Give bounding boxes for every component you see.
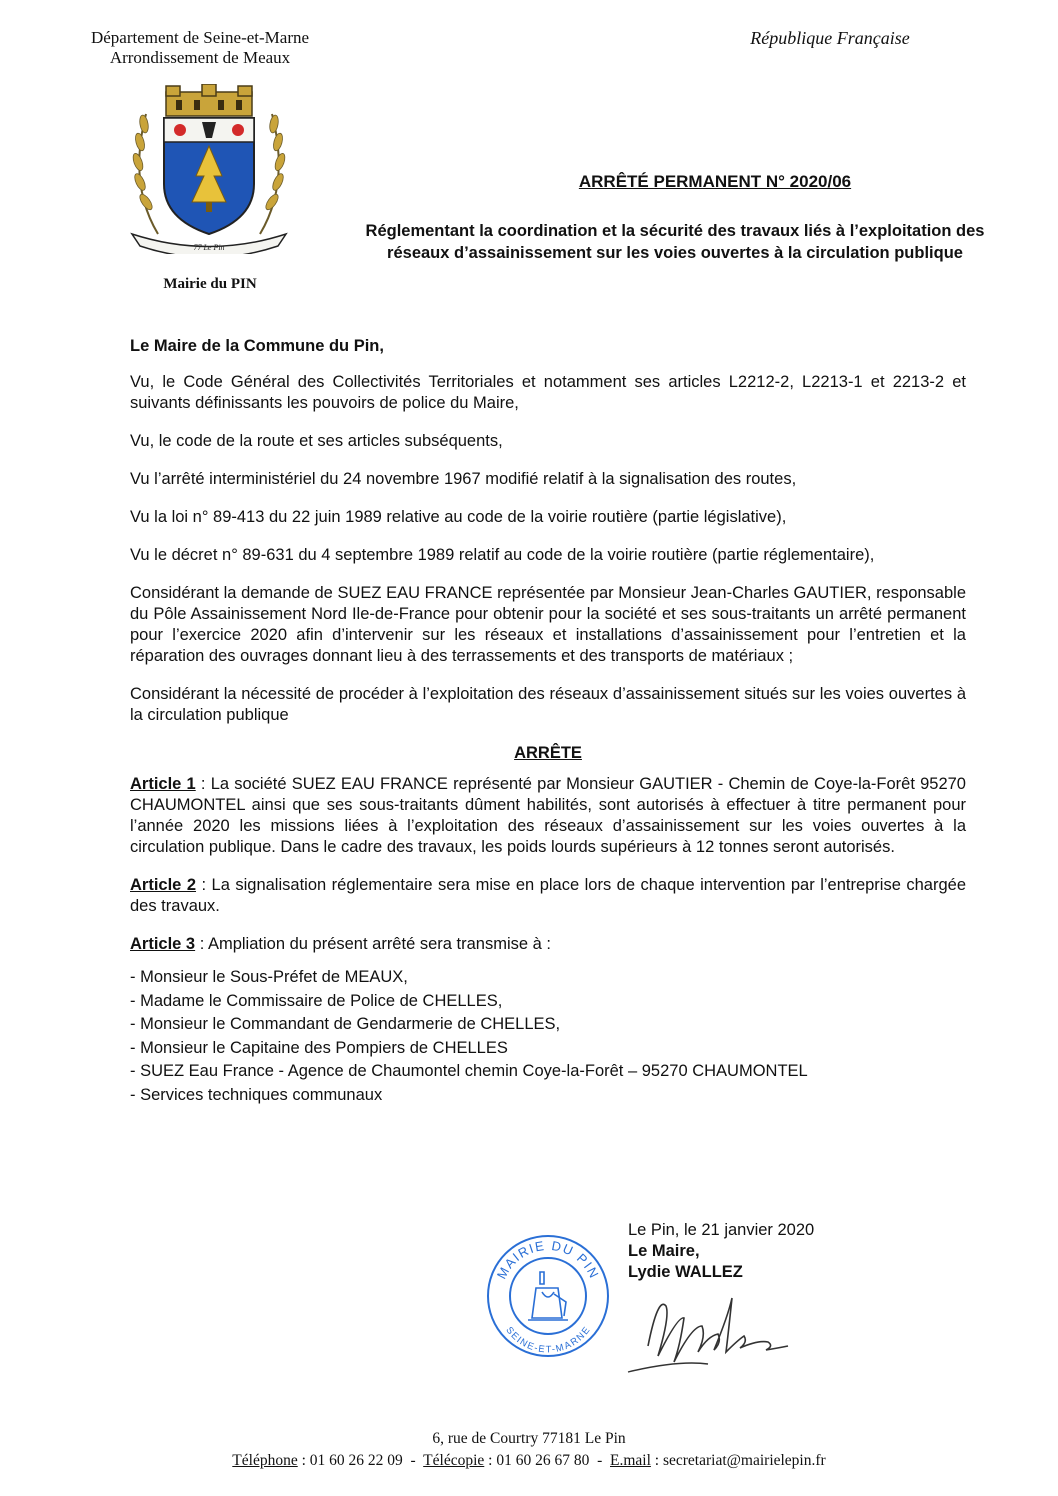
vu-paragraph-1: Vu, le Code Général des Collectivités Territoriales et notamment ses articles L2212-2, L2213-1 et 2213-2 et suivants définissants les pouvoirs de police du Maire, — [130, 373, 966, 412]
page-subtitle: Réglementant la coordination et la sécurité des travaux liés à l’exploitation des réseaux d’assainissement sur les voies ouvertes à la circulation publique — [365, 222, 985, 262]
article-1-text: : La société SUEZ EAU FRANCE représenté par Monsieur GAUTIER - Chemin de Coye-la-Forêt 95270 CHAUMONTEL ainsi que ses sous-traitants dûment habilités, sont autorisés à effectuer à titre permanent pour l’année 2020 les missions liées à l’exploitation des réseaux d’assainissement sur les voies ouvertes à la circulation publique. Dans le cadre des travaux, les poids lourds supérieurs à 12 tonnes seront autorisés. — [130, 775, 966, 856]
phone-value: : 01 60 26 22 09 - — [297, 1452, 424, 1469]
coat-of-arms-logo — [118, 84, 300, 254]
footer-address: 6, rue de Courtry 77181 Le Pin — [432, 1430, 626, 1447]
crest-banner-text: 77 Le Pin — [193, 243, 225, 252]
email-value: : secretariat@mairielepin.fr — [650, 1452, 826, 1469]
article-3-text: : Ampliation du présent arrêté sera transmise à : — [195, 935, 551, 953]
recipient-list — [130, 966, 966, 1107]
list-item: - SUEZ Eau France - Agence de Chaumontel chemin Coye-la-Forêt – 95270 CHAUMONTEL — [130, 1062, 808, 1080]
handwritten-signature — [618, 1276, 798, 1386]
fax-value: : 01 60 26 67 80 - — [484, 1452, 610, 1469]
arrondissement-line: Arrondissement de Meaux — [109, 48, 291, 67]
article-1-label: Article 1 — [130, 775, 196, 793]
article-2 — [130, 875, 966, 917]
vu-paragraph-5: Vu le décret n° 89-631 du 4 septembre 1989 relatif au code de la voirie routière (partie réglementaire), — [130, 546, 875, 564]
vu-paragraph-4: Vu la loi n° 89-413 du 22 juin 1989 relative au code de la voirie routière (partie législative), — [130, 508, 787, 526]
considerant-paragraph-1: Considérant la demande de SUEZ EAU FRANCE représentée par Monsieur Jean-Charles GAUTIER, responsable du Pôle Assainissement Nord Ile-de-France pour obtenir pour la société et ses sous-traitants un arrêté permanent pour l’exercice 2020 afin d’intervenir sur les réseaux et installations d’assainissement pour l’entretien et la réparation des ouvrages donnant lieu à des terrassements et des transports de matériaux ; — [130, 584, 966, 665]
republic-header: République Française — [750, 28, 910, 48]
official-stamp — [484, 1232, 612, 1360]
mairie-label: Mairie du PIN — [163, 276, 257, 292]
article-2-text: : La signalisation réglementaire sera mise en place lors de chaque intervention par l’entreprise chargée des travaux. — [130, 876, 966, 915]
department-line: Département de Seine-et-Marne — [90, 28, 310, 47]
mayor-intro: Le Maire de la Commune du Pin, — [130, 337, 384, 355]
email-label: E.mail — [610, 1452, 651, 1469]
considerant-paragraph-2: Considérant la nécessité de procéder à l’exploitation des réseaux d’assainissement situés sur les voies ouvertes à la circulation publique — [130, 685, 966, 724]
page-title: ARRÊTÉ PERMANENT N° 2020/06 — [578, 172, 852, 191]
article-1 — [130, 774, 966, 858]
list-item: - Monsieur le Sous-Préfet de MEAUX, — [130, 968, 408, 986]
svg-text:MAIRIE DU PIN — [494, 1238, 602, 1282]
footer-contacts — [0, 1450, 1058, 1472]
fax-label: Télécopie — [423, 1452, 485, 1469]
arrete-heading: ARRÊTE — [514, 744, 582, 762]
stamp-bottom-text: SEINE-ET-MARNE — [503, 1324, 593, 1356]
place-date: Le Pin, le 21 janvier 2020 — [628, 1221, 815, 1239]
article-3 — [130, 934, 966, 955]
document-body — [130, 336, 966, 1107]
vu-paragraph-3: Vu l’arrêté interministériel du 24 novembre 1967 modifié relatif à la signalisation des routes, — [130, 470, 797, 488]
vu-paragraph-2: Vu, le code de la route et ses articles subséquents, — [130, 432, 503, 450]
signer-role: Le Maire, — [628, 1242, 700, 1260]
article-2-label: Article 2 — [130, 876, 197, 894]
list-item: - Madame le Commissaire de Police de CHELLES, — [130, 991, 503, 1010]
stamp-top-text: MAIRIE DU PIN — [493, 1237, 603, 1282]
statue-icon — [528, 1272, 568, 1320]
department-header — [60, 28, 340, 68]
list-item: - Monsieur le Commandant de Gendarmerie de CHELLES, — [130, 1015, 561, 1033]
article-3-label: Article 3 — [130, 935, 196, 953]
signer-name: Lydie WALLEZ — [628, 1263, 743, 1281]
phone-label: Téléphone — [232, 1452, 298, 1469]
signature-block — [628, 1220, 928, 1283]
svg-text:SEINE-ET-MARNE — [503, 1325, 592, 1356]
footer — [0, 1428, 1058, 1472]
list-item: - Monsieur le Capitaine des Pompiers de CHELLES — [130, 1038, 508, 1057]
list-item: - Services techniques communaux — [130, 1085, 383, 1104]
